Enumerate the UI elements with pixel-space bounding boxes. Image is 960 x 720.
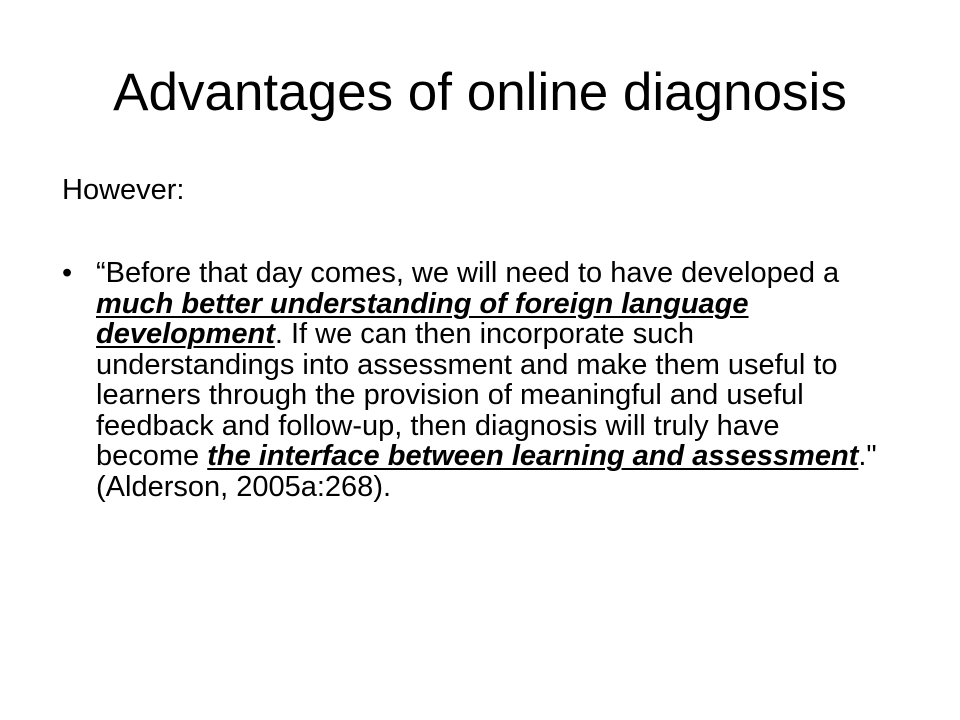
intro-text: However:	[62, 174, 185, 206]
quote-part-2: . If we can then incorporate such understandings into assessment and make them useful to learners through the provision of meaningful and useful feedback and follow-up, then diagnosis will truly have become	[96, 318, 838, 472]
quote-text	[96, 258, 886, 502]
quote-emphasis-2: the interface between learning and assessment	[207, 440, 859, 472]
quote-part-3: ." (Alderson, 2005a:268).	[96, 440, 877, 503]
bullet-icon: •	[62, 257, 73, 289]
quote-emphasis-1: much better understanding of foreign language development	[96, 287, 749, 350]
slide-title: Advantages of online diagnosis	[113, 63, 847, 122]
quote-part-1: “Before that day comes, we will need to have developed a	[96, 257, 840, 289]
